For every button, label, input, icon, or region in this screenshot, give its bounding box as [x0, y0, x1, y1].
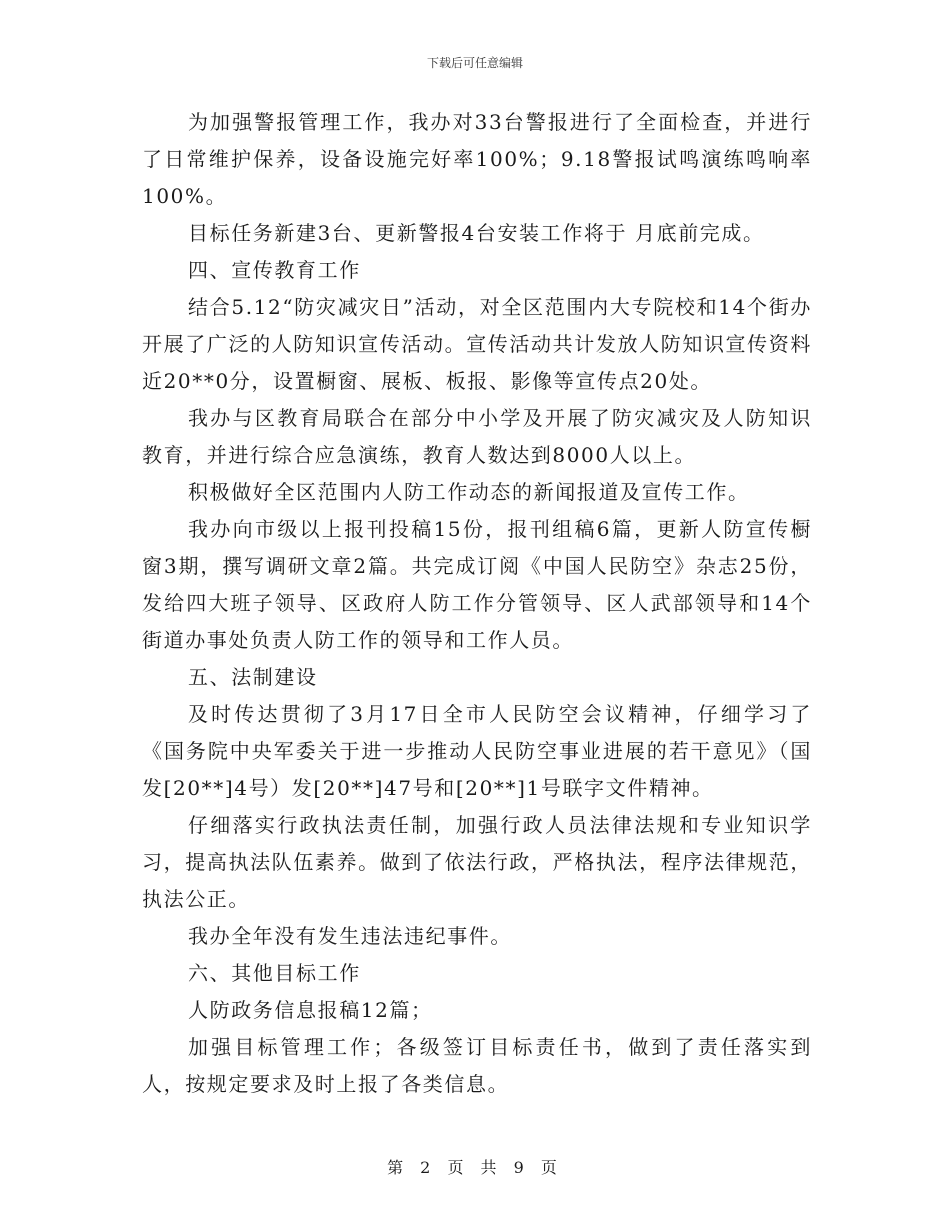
paragraph: 我办向市级以上报刊投稿15份，报刊组稿6篇，更新人防宣传橱窗3期，撰写调研文章2篇。共完成订阅《中国人民防空》杂志25份，发给四大班子领导、区政府人防工作分管领导、区人武部领导和14个街道办事处负责人防工作的领导和工作人员。	[142, 517, 812, 652]
page-footer: 第 2 页 共 9 页	[387, 1158, 563, 1177]
paragraph: 为加强警报管理工作，我办对33台警报进行了全面检查，并进行了日常维护保养，设备设施完好率100%；9.18警报试鸣演练鸣响率100%。	[142, 110, 812, 208]
page-header: 下载后可任意编辑	[426, 56, 523, 70]
paragraph: 结合5.12“防灾减灾日”活动，对全区范围内大专院校和14个街办开展了广泛的人防知识宣传活动。宣传活动共计发放人防知识宣传资料近20**0分，设置橱窗、展板、板报、影像等宣传点20处。	[142, 295, 812, 393]
paragraph: 加强目标管理工作；各级签订目标责任书，做到了责任落实到人，按规定要求及时上报了各类信息。	[142, 1035, 812, 1096]
paragraph: 及时传达贯彻了3月17日全市人民防空会议精神，仔细学习了《国务院中央军委关于进一步推动人民防空事业进展的若干意见》（国发[20**]4号）发[20**]47号和[20**]1号联字文件精神。	[142, 702, 812, 800]
paragraph: 积极做好全区范围内人防工作动态的新闻报道及宣传工作。	[188, 480, 750, 504]
section-heading: 六、其他目标工作	[188, 961, 361, 985]
section-heading: 四、宣传教育工作	[188, 258, 361, 282]
paragraph: 我办与区教育局联合在部分中小学及开展了防灾减灾及人防知识教育，并进行综合应急演练，教育人数达到8000人以上。	[142, 406, 812, 467]
paragraph: 目标任务新建3台、更新警报4台安装工作将于 月底前完成。	[188, 221, 765, 245]
section-heading: 五、法制建设	[188, 665, 318, 689]
paragraph: 我办全年没有发生违法违纪事件。	[188, 924, 512, 948]
paragraph: 仔细落实行政执法责任制，加强行政人员法律法规和专业知识学习，提高执法队伍素养。做到了依法行政，严格执法，程序法律规范，执法公正。	[142, 813, 812, 911]
paragraph: 人防政务信息报稿12篇；	[188, 998, 433, 1022]
document-body	[142, 104, 812, 1103]
